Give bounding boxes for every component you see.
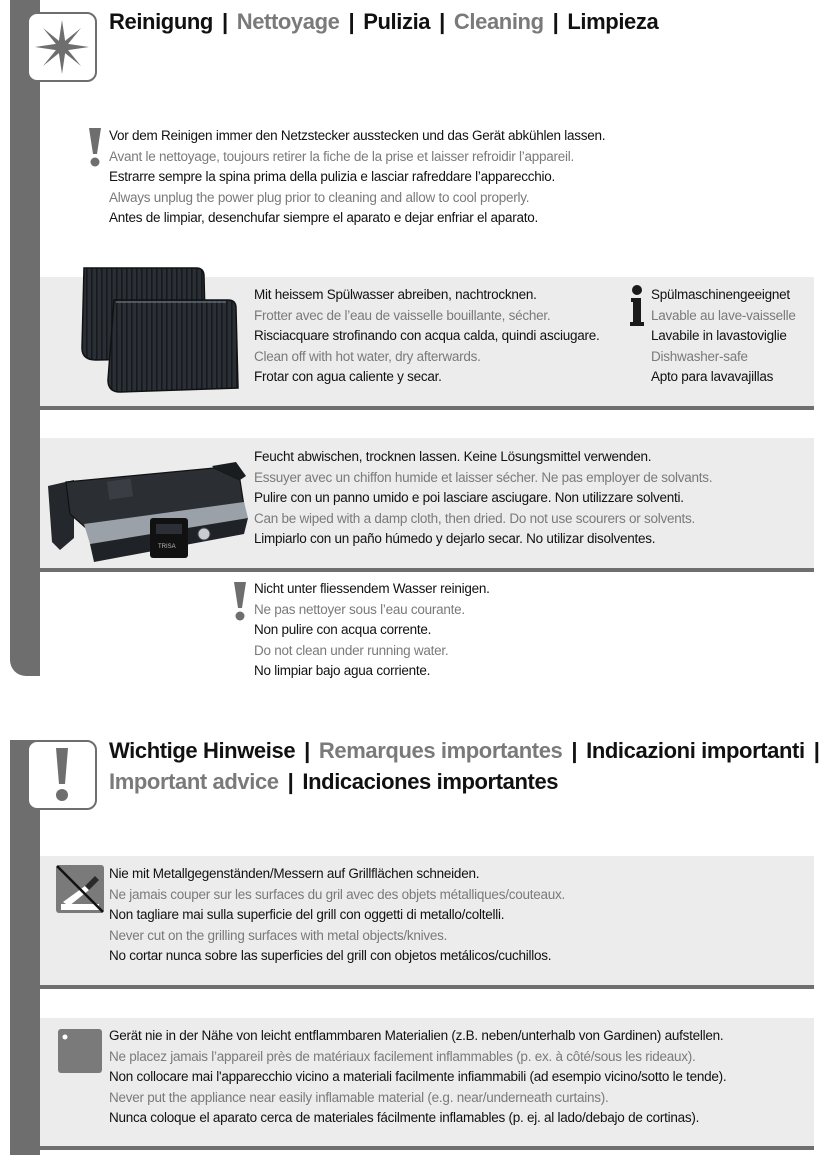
title-en: Important advice [109,769,279,794]
text-line-fr: Ne placez jamais l’appareil près de matériaux facilement inflammables (p. ex. à côté/sous les rideaux). [109,1048,696,1064]
text-line-de: Gerät nie in der Nähe von leicht entflammbaren Materialien (z.B. neben/unterhalb von Gardinen) aufstellen. [109,1028,724,1043]
flammable-divider [40,1146,814,1150]
text-line-it: Pulire con un panno umido e poi lasciare asciugare. Non utilizzare solventi. [254,490,684,505]
title-fr: Remarques importantes [318,738,563,763]
text-line-it: Risciacquare strofinando con acqua calda, quindi asciugare. [254,328,600,343]
title-de: Wichtige Hinweise [109,738,296,763]
text-line-es: Nunca coloque el aparato cerca de materiales fácilmente inflamables (p. ej. al lado/debajo de cortinas). [109,1110,700,1125]
section1-icon-box [27,12,97,82]
text-line-de: Vor dem Reinigen immer den Netzstecker ausstecken und das Gerät abkühlen lassen. [109,128,606,143]
text-line-fr: Lavable au lave-vaisselle [651,307,796,323]
section2-icon-box [27,740,97,810]
text-line-fr: Ne jamais couper sur les surfaces du gril avec des objets métalliques/couteaux. [109,886,565,902]
text-line-de: Feucht abwischen, trocknen lassen. Keine Lösungsmittel verwenden. [254,449,652,464]
knife-warning-text [109,864,565,967]
text-line-it: Non tagliare mai sulla superficie del grill con oggetti di metallo/coltelli. [109,907,505,922]
text-line-de: Mit heissem Spülwasser abreiben, nachtrocknen. [254,287,537,302]
plates-divider [40,406,814,410]
title-es: Indicaciones importantes [302,769,559,794]
section2-title: Wichtige Hinweise | Remarques importantes | Indicazioni importanti | Important advice | Indicaciones importantes [109,738,820,794]
section1-title: Reinigung | Nettoyage | Pulizia | Cleaning | Limpieza [109,9,659,34]
text-line-it: Lavabile in lavastoviglie [651,328,787,343]
text-line-de: Nicht unter fliessendem Wasser reinigen. [254,581,490,596]
knife-divider [40,985,814,989]
text-line-es: Frotar con agua caliente y secar. [254,369,442,384]
text-line-de: Nie mit Metallgegenständen/Messern auf Grillflächen schneiden. [109,866,480,881]
flammable-warning-text [109,1026,726,1129]
text-line-fr: Avant le nettoyage, toujours retirer la fiche de la prise et laisser refroidir l’appareil. [109,148,574,164]
exclamation-icon [87,126,103,168]
no-knife-icon [55,864,105,914]
title-es: Limpieza [567,9,659,34]
text-line-it: Non collocare mai l'apparecchio vicino a materiali facilmente infiammabili (ad esempio vicino/sotto le tende). [109,1069,727,1084]
section1-sidebar [10,0,40,676]
text-line-en: Clean off with hot water, dry afterwards. [254,348,481,364]
text-line-it: Estrarre sempre la spina prima della pulizia e lasciar rafreddare l’apparecchio. [109,169,555,184]
appliance-brand-label: TRISA [158,544,176,550]
title-en: Cleaning [453,9,544,34]
housing-divider [40,568,814,572]
unplug-warning-text [109,126,605,229]
title-it: Indicazioni importanti [586,738,805,763]
text-line-en: Never put the appliance near easily inflamable material (e.g. near/underneath curtains). [109,1089,609,1105]
title-it: Pulizia [363,9,431,34]
sparkle-icon [29,14,95,80]
text-line-es: Limpiarlo con un paño húmedo y dejarlo secar. No utilizar disolventes. [254,531,656,546]
housing-cleaning-text [254,447,712,550]
dishwasher-safe-text [651,285,796,388]
text-line-es: No limpiar bajo agua corriente. [254,663,431,678]
exclamation-icon [29,742,95,808]
text-line-es: Antes de limpiar, desenchufar siempre el aparato e dejar enfriar el aparato. [109,210,539,225]
text-line-en: Do not clean under running water. [254,642,449,658]
text-line-fr: Essuyer avec un chiffon humide et laisser sécher. Ne pas employer de solvants. [254,469,713,485]
text-line-de: Spülmaschinengeeignet [651,287,790,302]
text-line-en: Always unplug the power plug prior to cleaning and allow to cool properly. [109,189,530,205]
running-water-warning-text [254,579,490,682]
curtain-warning-icon [57,1028,103,1074]
plates-cleaning-text [254,285,599,388]
text-line-es: No cortar nunca sobre las superficies del grill con objetos metálicos/cuchillos. [109,948,552,963]
text-line-es: Apto para lavavajillas [651,369,774,384]
title-de: Reinigung [109,9,213,34]
info-icon [628,284,646,328]
grill-plates-image [76,262,246,398]
text-line-en: Dishwasher-safe [651,348,748,364]
title-fr: Nettoyage [236,9,340,34]
text-line-en: Never cut on the grilling surfaces with metal objects/knives. [109,927,448,943]
text-line-it: Non pulire con acqua corrente. [254,622,432,637]
text-line-en: Can be wiped with a damp cloth, then dried. Do not use scourers or solvents. [254,510,695,526]
text-line-fr: Frotter avec de l’eau de vaisselle bouillante, sécher. [254,307,551,323]
contact-grill-image [44,458,250,566]
exclamation-icon [232,580,248,622]
text-line-fr: Ne pas nettoyer sous l’eau courante. [254,601,465,617]
